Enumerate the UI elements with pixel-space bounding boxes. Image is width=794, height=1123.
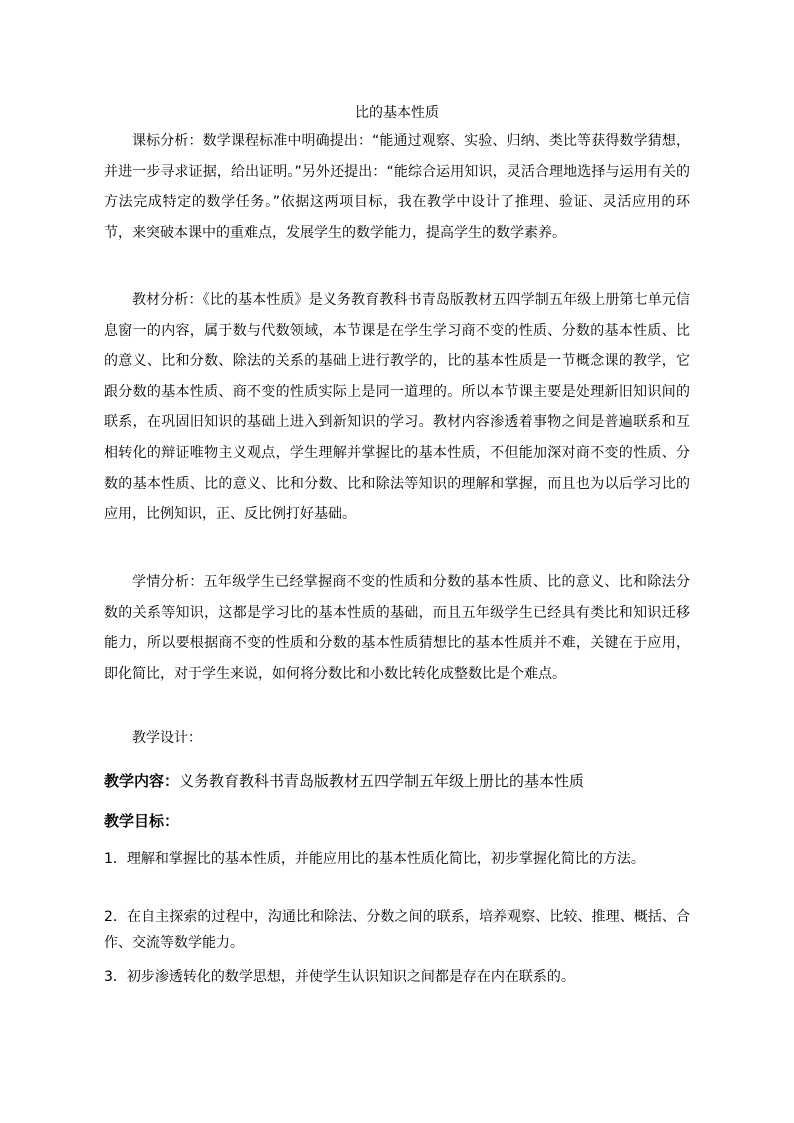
objective-item-2: 2．在自主探索的过程中，沟通比和除法、分数之间的联系，培养观察、比较、推理、概括、合作、交流等数学能力。: [104, 909, 690, 951]
teaching-content-label: 教学内容：: [104, 772, 180, 790]
student-analysis-paragraph: 学情分析：五年级学生已经掌握商不变的性质和分数的基本性质、比的意义、比和除法分数的关系等知识，这都是学习比的基本性质的基础，而且五年级学生已经具有类比和知识迁移能力，所以要根据商不变的性质和分数的基本性质猜想比的基本性质并不难，关键在于应用，即化简比，对于学生来说，如何将分数比和小数比转化成整数比是个难点。: [104, 574, 690, 682]
teaching-content-line: [104, 766, 704, 796]
objective-item-3: 3．初步渗透转化的数学思想，并使学生认识知识之间都是存在内在联系的。: [104, 969, 575, 985]
teaching-objectives-label: 教学目标：: [104, 812, 180, 830]
document-title: 比的基本性质: [355, 105, 439, 121]
objective-item-1: 1．理解和掌握比的基本性质，并能应用比的基本性质化简比，初步掌握化简比的方法。: [104, 851, 645, 867]
teaching-content-text: 义务教育教科书青岛版教材五四学制五年级上册比的基本性质: [179, 772, 585, 790]
textbook-analysis-paragraph: 教材分析：《比的基本性质》是义务教育教科书青岛版教材五四学制五年级上册第七单元信息窗一的内容，属于数与代数领域，本节课是在学生学习商不变的性质、分数的基本性质、比的意义、比和分数、除法的关系的基础上进行教学的，比的基本性质是一节概念课的教学，它跟分数的基本性质、商不变的性质实际上是同一道理的。所以本节课主要是处理新旧知识间的联系，在巩固旧知识的基础上进入到新知识的学习。教材内容渗透着事物之间是普遍联系和互相转化的辩证唯物主义观点，学生理解并掌握比的基本性质，不但能加深对商不变的性质、分数的基本性质、比的意义、比和分数、比和除法等知识的理解和掌握，而且也为以后学习比的应用，比例知识，正、反比例打好基础。: [104, 292, 690, 523]
curriculum-analysis-paragraph: 课标分析：数学课程标准中明确提出：“能通过观察、实验、归纳、类比等获得数学猜想，并进一步寻求证据，给出证明。”另外还提出：“能综合运用知识，灵活合理地选择与运用有关的方法完成特定的数学任务。”依据这两项目标，我在教学中设计了推理、验证、灵活应用的环节，来突破本课中的重难点，发展学生的数学能力，提高学生的数学素养。: [104, 133, 690, 241]
teaching-design-heading: 教学设计：: [132, 730, 202, 746]
